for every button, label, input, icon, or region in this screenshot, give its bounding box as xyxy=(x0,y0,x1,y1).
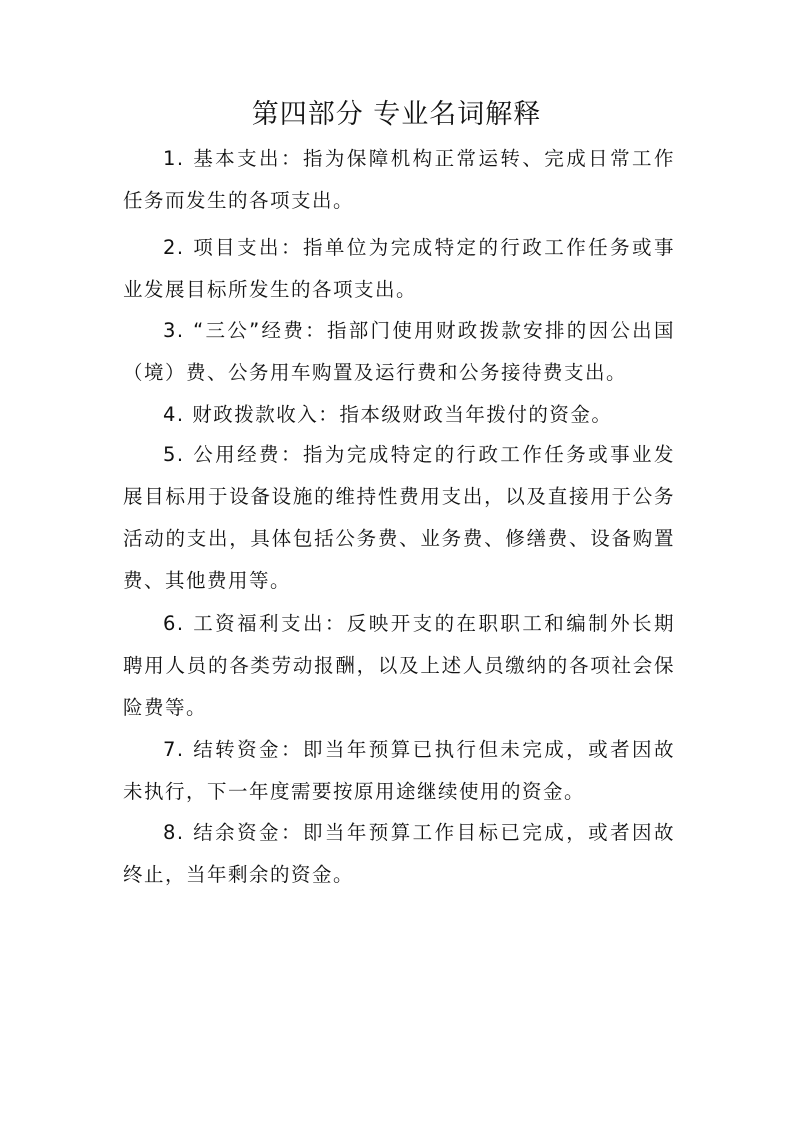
definition-paragraph xyxy=(123,394,675,436)
definition-term: 2. 项目支出： xyxy=(163,236,303,259)
definition-paragraph xyxy=(123,227,675,311)
definition-term: 8. 结余资金： xyxy=(163,821,303,844)
definition-term: 3. “三公”经费： xyxy=(163,319,327,342)
definition-paragraph xyxy=(123,434,675,602)
definition-term: 6. 工资福利支出： xyxy=(163,612,347,635)
definition-paragraph xyxy=(123,138,675,222)
definition-paragraph xyxy=(123,729,675,813)
definition-paragraph xyxy=(123,603,675,729)
page-title: 第四部分 专业名词解释 xyxy=(251,99,542,130)
definition-text: 即当年预算工作目标已完成，或者因故终止，当年剩余的资金。 xyxy=(123,821,675,886)
definition-text: 反映开支的在职职工和编制外长期聘用人员的各类劳动报酬，以及上述人员缴纳的各项社会保险费等。 xyxy=(123,612,675,719)
definition-text: 指本级财政当年拨付的资金。 xyxy=(339,403,613,426)
definition-text: 指单位为完成特定的行政工作任务或事业发展目标所发生的各项支出。 xyxy=(123,236,675,301)
definition-term: 5. 公用经费： xyxy=(163,443,303,466)
definition-term: 1. 基本支出： xyxy=(163,147,303,170)
definition-term: 7. 结转资金： xyxy=(163,738,303,761)
definition-text: 指为完成特定的行政工作任务或事业发展目标用于设备设施的维持性费用支出，以及直接用于公务活动的支出，具体包括公务费、业务费、修缮费、设备购置费、其他费用等。 xyxy=(123,443,675,592)
definition-paragraph xyxy=(123,310,675,394)
definition-text: 即当年预算已执行但未完成，或者因故未执行，下一年度需要按原用途继续使用的资金。 xyxy=(123,738,675,803)
definition-term: 4. 财政拨款收入： xyxy=(163,403,340,426)
definition-text: 指为保障机构正常运转、完成日常工作任务而发生的各项支出。 xyxy=(123,147,675,212)
definition-paragraph xyxy=(123,812,675,896)
definition-text: 指部门使用财政拨款安排的因公出国（境）费、公务用车购置及运行费和公务接待费支出。 xyxy=(123,319,675,384)
